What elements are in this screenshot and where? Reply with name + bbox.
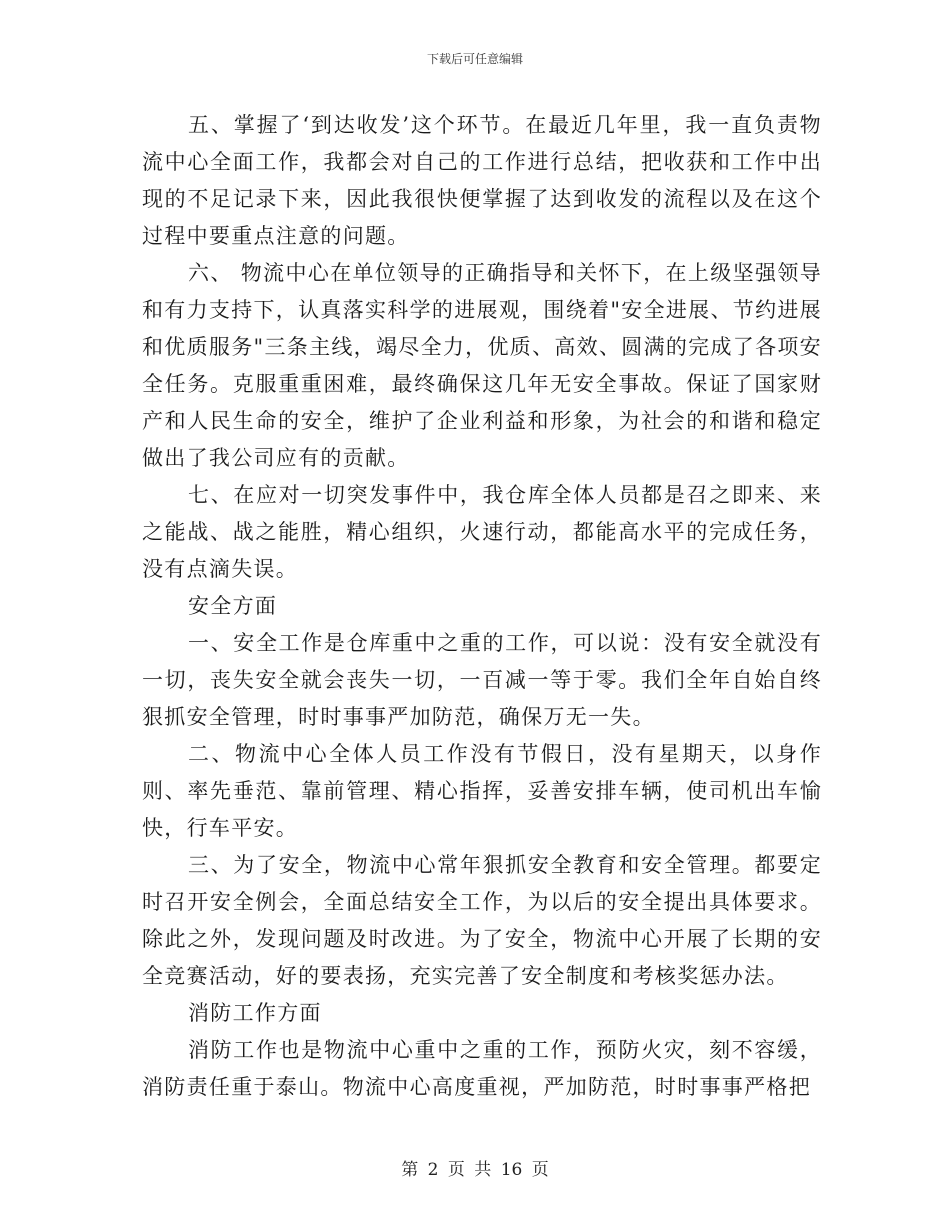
paragraph-safety-three: 三、为了安全，物流中心常年狠抓安全教育和安全管理。都要定时召开安全例会，全面总结安全工作，为以后的安全提出具体要求。除此之外，发现问题及时改进。为了安全，物流中心开展了长期的安全竞赛活动，好的要表扬，充实完善了安全制度和考核奖惩办法。	[142, 853, 822, 988]
page-footer: 第 2 页 共 16 页	[401, 1160, 549, 1180]
page-header: 下载后可任意编辑	[426, 52, 523, 66]
paragraph-safety-one: 一、安全工作是仓库重中之重的工作，可以说：没有安全就没有一切，丧失安全就会丧失一切，一百减一等于零。我们全年自始自终狠抓安全管理，时时事事严加防范，确保万无一失。	[142, 631, 822, 729]
section-heading-safety: 安全方面	[188, 594, 278, 618]
paragraph-safety-two: 二、物流中心全体人员工作没有节假日，没有星期天，以身作则、率先垂范、靠前管理、精心指挥，妥善安排车辆，使司机出车愉快，行车平安。	[142, 742, 822, 840]
paragraph-five: 五、掌握了‘到达收发’这个环节。在最近几年里，我一直负责物流中心全面工作，我都会对自己的工作进行总结，把收获和工作中出现的不足记录下来，因此我很快便掌握了达到收发的流程以及在这个过程中要重点注意的问题。	[142, 113, 822, 248]
paragraph-six: 六、 物流中心在单位领导的正确指导和关怀下，在上级坚强领导和有力支持下，认真落实科学的进展观，围绕着"安全进展、节约进展和优质服务"三条主线，竭尽全力，优质、高效、圆满的完成了各项安全任务。克服重重困难，最终确保这几年无安全事故。保证了国家财产和人民生命的安全，维护了企业利益和形象，为社会的和谐和稳定做出了我公司应有的贡献。	[142, 261, 822, 470]
paragraph-seven: 七、在应对一切突发事件中，我仓库全体人员都是召之即来、来之能战、战之能胜，精心组织，火速行动，都能高水平的完成任务，没有点滴失误。	[142, 483, 822, 581]
body-text	[142, 107, 822, 1106]
paragraph-fire: 消防工作也是物流中心重中之重的工作，预防火灾，刻不容缓，消防责任重于泰山。物流中心高度重视，严加防范，时时事事严格把	[142, 1038, 822, 1099]
section-heading-fire: 消防工作方面	[188, 1001, 322, 1025]
